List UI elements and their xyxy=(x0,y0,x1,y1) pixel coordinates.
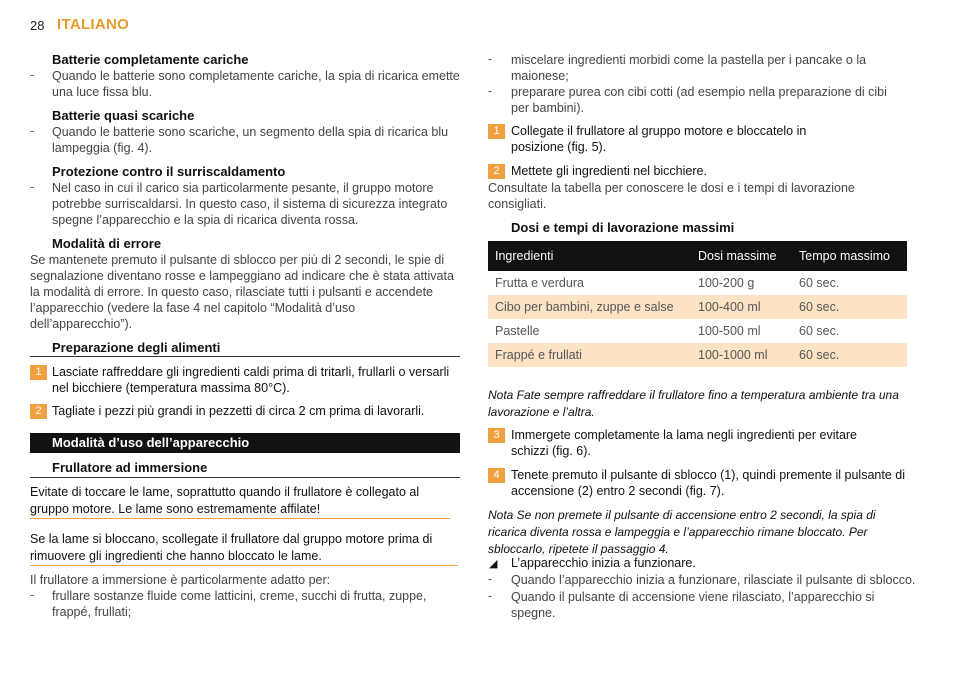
table-row xyxy=(488,343,907,367)
overheat-text: Nel caso in cui il carico sia particolarmente pesante, il gruppo motore potrebbe surriscaldarsi. In questo caso, il sistema di sicurezza integrato spegne l’apparecchio e la spia di ricarica diventa rossa. xyxy=(52,181,448,227)
result-text: L’apparecchio inizia a funzionare. xyxy=(511,556,696,570)
prep-step-2-text: Tagliate i pezzi più grandi in pezzetti di circa 2 cm prima di lavorarli. xyxy=(52,404,425,418)
table-cell: Cibo per bambini, zuppe e salse xyxy=(488,295,691,319)
suited-item-2: miscelare ingredienti morbidi come la pastella per i pancake o la maionese; xyxy=(511,53,867,83)
language-title: ITALIANO xyxy=(57,16,130,33)
table-cell: 60 sec. xyxy=(799,324,840,338)
table-cell: 60 sec. xyxy=(792,295,907,319)
step-4-text: Tenete premuto il pulsante di sblocco (1), quindi premente il pulsante di accensione (2) entro 2 secondi (fig. 7). xyxy=(511,468,905,498)
error-heading: Modalità di errore xyxy=(52,236,162,251)
table-row xyxy=(488,319,907,343)
table-cell: Pastelle xyxy=(495,324,540,338)
step-number-badge: 1 xyxy=(488,124,505,139)
batt-full-heading: Batterie completamente cariche xyxy=(52,52,249,67)
table-cell: 100-200 g xyxy=(698,276,755,290)
consult-text: Consultate la tabella per conoscere le dosi e i tempi di lavorazione consigliati. xyxy=(488,181,855,211)
overheat-heading: Protezione contro il surriscaldamento xyxy=(52,164,286,179)
dash-marker: - xyxy=(488,52,493,66)
dash-marker: - xyxy=(488,589,493,603)
step-1 xyxy=(488,124,908,158)
suited-item-3: preparare purea con cibi cotti (ad esempio nella preparazione di cibi per bambini). xyxy=(511,85,887,115)
step-1-text: Collegate il frullatore al gruppo motore e bloccatelo in posizione (fig. 5). xyxy=(511,124,807,154)
step-number-badge: 4 xyxy=(488,468,505,483)
suited-intro: Il frullatore a immersione è particolarmente adatto per: xyxy=(30,573,331,587)
step-number-badge: 1 xyxy=(30,365,47,380)
usage-section-bar xyxy=(30,433,460,453)
table-header-row xyxy=(488,241,907,271)
batt-low-text: Quando le batterie sono scariche, un segmento della spia di ricarica blu lampeggia (fig. 4). xyxy=(52,125,449,155)
result-bullet-icon: ◢ xyxy=(489,558,498,570)
dash-marker: - xyxy=(488,572,493,586)
suited-item-1: frullare sostanze fluide come latticini, creme, succhi di frutta, zuppe, frappé, frullati; xyxy=(52,589,427,619)
blender-heading xyxy=(30,460,460,478)
table-cell: 100-400 ml xyxy=(691,295,792,319)
table-row xyxy=(488,295,907,319)
table-cell: 100-500 ml xyxy=(698,324,761,338)
page-number: 28 xyxy=(30,18,45,33)
prep-step-1-text: Lasciate raffreddare gli ingredienti caldi prima di tritarli, frullarli o versarli nel bicchiere (temperatura massima 80°C). xyxy=(52,365,450,395)
batt-full-text: Quando le batterie sono completamente cariche, la spia di ricarica emette una luce fissa blu. xyxy=(52,69,460,99)
step-4 xyxy=(488,468,918,502)
table-cell: Frutta e verdura xyxy=(495,276,584,290)
dosage-table xyxy=(488,241,907,367)
note-cooldown: Nota Fate sempre raffreddare il frullatore fino a temperatura ambiente tra una lavorazione e l’altra. xyxy=(488,388,899,419)
dash-marker: - xyxy=(488,84,493,98)
column-header: Tempo massimo xyxy=(792,241,907,271)
step-number-badge: 2 xyxy=(30,404,47,419)
note-lock: Nota Se non premete il pulsante di accensione entro 2 secondi, la spia di ricarica diventa rossa e lampeggia e l’apparecchio rimane bloccato. Per sbloccarlo, ripetete il passaggio 4. xyxy=(488,508,876,556)
dash-marker: - xyxy=(30,68,35,82)
table-cell: 60 sec. xyxy=(799,276,840,290)
step-2-text: Mettete gli ingredienti nel bicchiere. xyxy=(511,164,707,178)
after-item-2: Quando il pulsante di accensione viene rilasciato, l’apparecchio si spegne. xyxy=(511,590,875,620)
dash-marker: - xyxy=(30,180,35,194)
warning-blocked-blades: Se la lame si bloccano, scollegate il frullatore dal gruppo motore prima di rimuovere gli ingredienti che hanno bloccato le lame. xyxy=(30,531,458,566)
usage-section-title: Modalità d’uso dell’apparecchio xyxy=(52,435,250,450)
error-text: Se mantenete premuto il pulsante di sblocco per più di 2 secondi, le spie di segnalazione diventano rosse e lampeggiano ad indicare che è stata attivata la modalità di errore. In questo caso, rilasciate tutti i pulsanti e accendete l’apparecchio (vedere la fase 4 nel capitolo “Modalità d’uso dell’apparecchio”). xyxy=(30,253,454,331)
table-cell: 100-1000 ml xyxy=(691,343,792,367)
table-heading: Dosi e tempi di lavorazione massimi xyxy=(511,220,735,235)
step-3-text: Immergete completamente la lama negli ingredienti per evitare schizzi (fig. 6). xyxy=(511,428,858,458)
step-number-badge: 2 xyxy=(488,164,505,179)
dash-marker: - xyxy=(30,124,35,138)
table-cell: 60 sec. xyxy=(792,343,907,367)
column-header: Ingredienti xyxy=(488,241,691,271)
blender-heading-label: Frullatore ad immersione xyxy=(52,460,208,475)
prep-heading xyxy=(30,340,460,357)
prep-step-1 xyxy=(30,365,460,399)
table-row xyxy=(488,271,907,295)
step-3 xyxy=(488,428,908,462)
prep-heading-label: Preparazione degli alimenti xyxy=(52,340,221,355)
warning-blades: Evitate di toccare le lame, soprattutto quando il frullatore è collegato al gruppo motore. Le lame sono estremamente affilate! xyxy=(30,484,450,519)
step-number-badge: 3 xyxy=(488,428,505,443)
batt-low-heading: Batterie quasi scariche xyxy=(52,108,195,123)
prep-step-2 xyxy=(30,404,460,422)
table-cell: Frappé e frullati xyxy=(488,343,691,367)
after-item-1: Quando l’apparecchio inizia a funzionare, rilasciate il pulsante di sblocco. xyxy=(511,573,916,587)
column-header: Dosi massime xyxy=(691,241,792,271)
dash-marker: - xyxy=(30,588,35,602)
